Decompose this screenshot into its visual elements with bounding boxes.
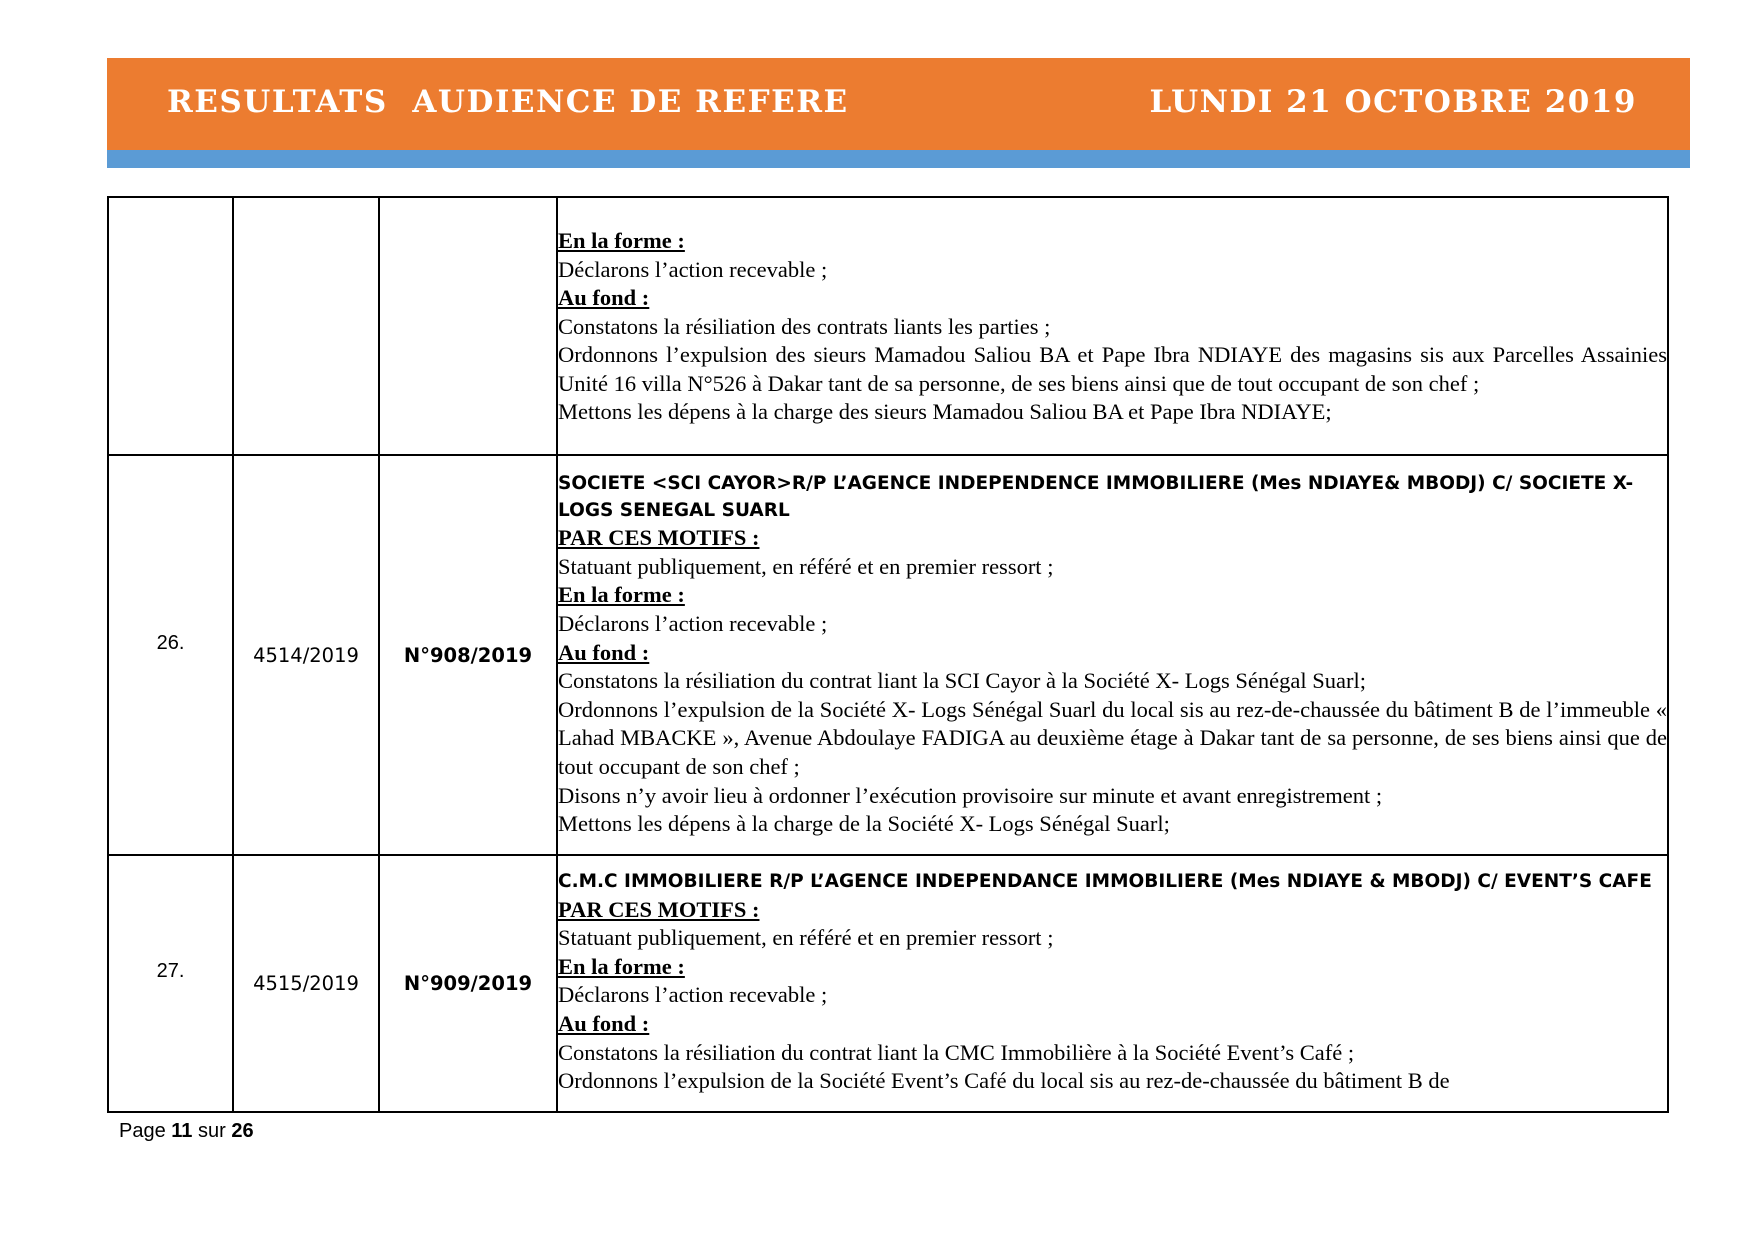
decision-line: Ordonnons l’expulsion des sieurs Mamadou Saliou BA et Pape Ibra NDIAYE des magasins sis aux Parcelles Assainies Unité 16 villa N°526 à Dakar tant de sa personne, de ses biens ainsi que de tout occupant de son chef ; <box>558 342 1667 396</box>
case-number-cell <box>108 455 233 855</box>
case-number: 26. <box>156 631 185 654</box>
decision-heading: PAR CES MOTIFS : <box>558 525 760 551</box>
decision-heading: Au fond : <box>558 1011 650 1037</box>
of-label: sur <box>198 1120 226 1142</box>
decision-line: Statuant publiquement, en référé et en premier ressort ; <box>558 925 1054 951</box>
case-number-cell <box>108 197 233 455</box>
current-page: 11 <box>171 1120 193 1142</box>
decision-line: Ordonnons l’expulsion de la Société Event’s Café du local sis au rez-de-chaussée du bâtiment B de <box>558 1068 1450 1094</box>
parties-heading: SOCIETE <SCI CAYOR>R/P L’AGENCE INDEPENDENCE IMMOBILIERE (Mes NDIAYE& MBODJ) C/ SOCIETE X-LOGS SENEGAL SUARL <box>558 473 1634 521</box>
header-accent-bar <box>107 150 1690 168</box>
decision-line: Statuant publiquement, en référé et en premier ressort ; <box>558 553 1054 579</box>
table-row <box>108 197 1668 455</box>
parties-heading: C.M.C IMMOBILIERE R/P L’AGENCE INDEPENDANCE IMMOBILIERE (Mes NDIAYE & MBODJ) C/ EVENT’S CAFE <box>558 871 1652 893</box>
table-row <box>108 855 1668 1112</box>
decision-cell <box>557 197 1668 455</box>
decision-heading: En la forme : <box>558 953 685 979</box>
decision-line: Constatons la résiliation des contrats liants les parties ; <box>558 313 1051 339</box>
decision-heading: En la forme : <box>558 227 685 253</box>
decision-line: Ordonnons l’expulsion de la Société X- Logs Sénégal Suarl du local sis au rez-de-chaussée du bâtiment B de l’immeuble « Lahad MBACKE », Avenue Abdoulaye FADIGA au deuxième étage à Dakar tant de sa personne, de ses biens ainsi que de tout occupant de son chef ; <box>558 696 1667 779</box>
decision-line: Constatons la résiliation du contrat liant la SCI Cayor à la Société X- Logs Sénégal Suarl; <box>558 668 1366 694</box>
decision-heading: Au fond : <box>558 639 650 665</box>
page-footer <box>119 1120 254 1143</box>
decision-line: Déclarons l’action recevable ; <box>558 256 828 282</box>
decision-line: Constatons la résiliation du contrat liant la CMC Immobilière à la Société Event’s Café ; <box>558 1039 1355 1065</box>
decision-cell <box>557 455 1668 855</box>
decision-line: Disons n’y avoir lieu à ordonner l’exécution provisoire sur minute et avant enregistrement ; <box>558 782 1383 808</box>
decision-heading: Au fond : <box>558 285 650 311</box>
ordonnance-number-cell <box>379 197 557 455</box>
decision-line: Déclarons l’action recevable ; <box>558 611 828 637</box>
hearing-date: LUNDI 21 OCTOBRE 2019 <box>1149 84 1637 120</box>
role-number-cell: 4514/2019 <box>233 455 379 855</box>
total-pages: 26 <box>231 1120 254 1142</box>
ordonnance-number-cell: N°909/2019 <box>379 855 557 1112</box>
decision-heading: En la forme : <box>558 582 685 608</box>
decision-heading: PAR CES MOTIFS : <box>558 896 760 922</box>
role-number-cell: 4515/2019 <box>233 855 379 1112</box>
results-table-body <box>108 197 1668 1112</box>
ordonnance-number-cell: N°908/2019 <box>379 455 557 855</box>
case-number: 27. <box>156 960 185 982</box>
results-table <box>107 196 1669 1113</box>
page-label: Page <box>119 1120 166 1142</box>
case-number-cell <box>108 855 233 1112</box>
table-row <box>108 455 1668 855</box>
decision-line: Mettons les dépens à la charge des sieurs Mamadou Saliou BA et Pape Ibra NDIAYE; <box>558 399 1332 425</box>
decision-line: Mettons les dépens à la charge de la Société X- Logs Sénégal Suarl; <box>558 811 1170 837</box>
decision-line: Déclarons l’action recevable ; <box>558 982 828 1008</box>
decision-cell <box>557 855 1668 1112</box>
role-number-cell <box>233 197 379 455</box>
page-title: RESULTATS AUDIENCE DE REFERE <box>167 84 849 120</box>
